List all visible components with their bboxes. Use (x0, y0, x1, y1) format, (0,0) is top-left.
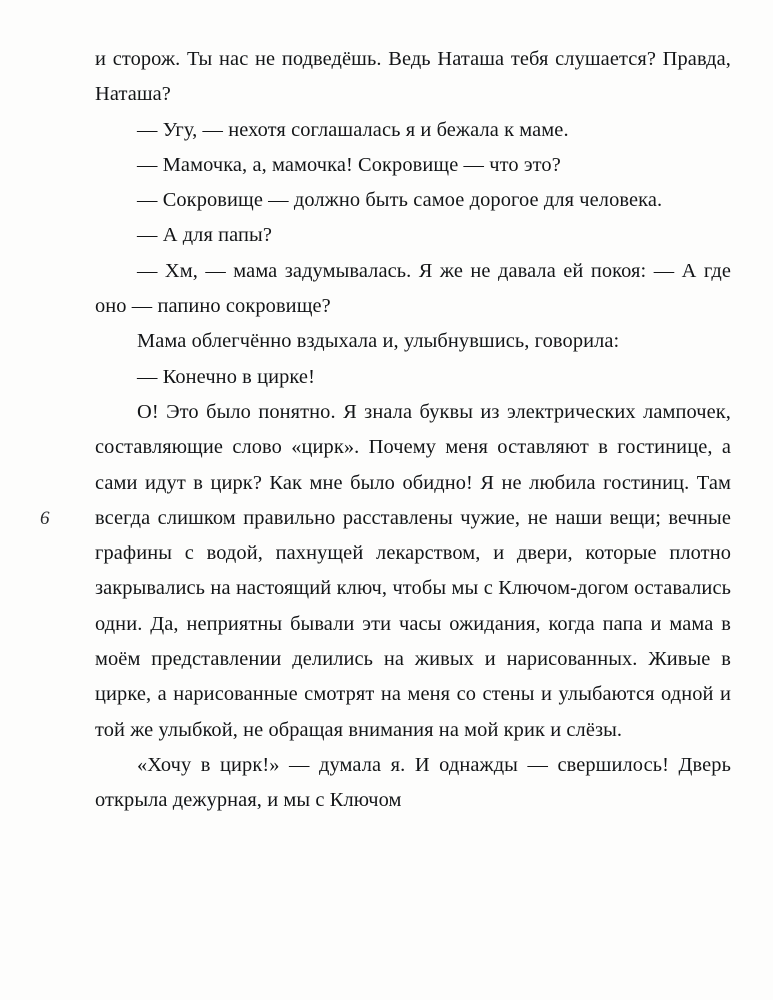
page-number: 6 (40, 508, 50, 529)
paragraph: — Сокровище — должно быть самое дорогое для человека. (137, 189, 663, 212)
paragraph: О! Это было понятно. Я знала буквы из электрических лампочек, составляющие слово «цирк». Почему меня оставляют в гостинице, а сами идут в цирк? Как мне было обидно! Я не любила гостиниц. Там всегда слишком правильно расставлены чужие, не наши вещи; вечные графины с водой, пахнущей лекарством, и двери, которые плотно закрывались на настоящий ключ, чтобы мы с Ключом-догом оставались одни. Да, неприятны бывали эти часы ожидания, когда папа и мама в моём представлении делились на живых и нарисованных. Живые в цирке, а нарисованные смотрят на меня со стены и улыбаются одной и той же улыбкой, не обращая внимания на мой крик и слёзы. (95, 400, 731, 741)
text-column (95, 42, 731, 819)
paragraph: — Угу, — нехотя соглашалась я и бежала к маме. (137, 118, 569, 141)
paragraph: — Конечно в цирке! (137, 365, 315, 388)
paragraph: «Хочу в цирк!» — думала я. И однажды — свершилось! Дверь открыла дежурная, и мы с Ключом (95, 753, 731, 812)
paragraph: Мама облегчённо вздыхала и, улыбнувшись, говорила: (137, 330, 620, 353)
paragraph: — А для папы? (137, 224, 272, 247)
paragraph: и сторож. Ты нас не подведёшь. Ведь Наташа тебя слушается? Правда, Наташа? (95, 48, 731, 106)
paragraph: — Хм, — мама задумывалась. Я же не давала ей покоя: — А где оно — папино сокровище? (95, 259, 731, 318)
paragraph: — Мамочка, а, мамочка! Сокровище — что это? (137, 153, 561, 176)
